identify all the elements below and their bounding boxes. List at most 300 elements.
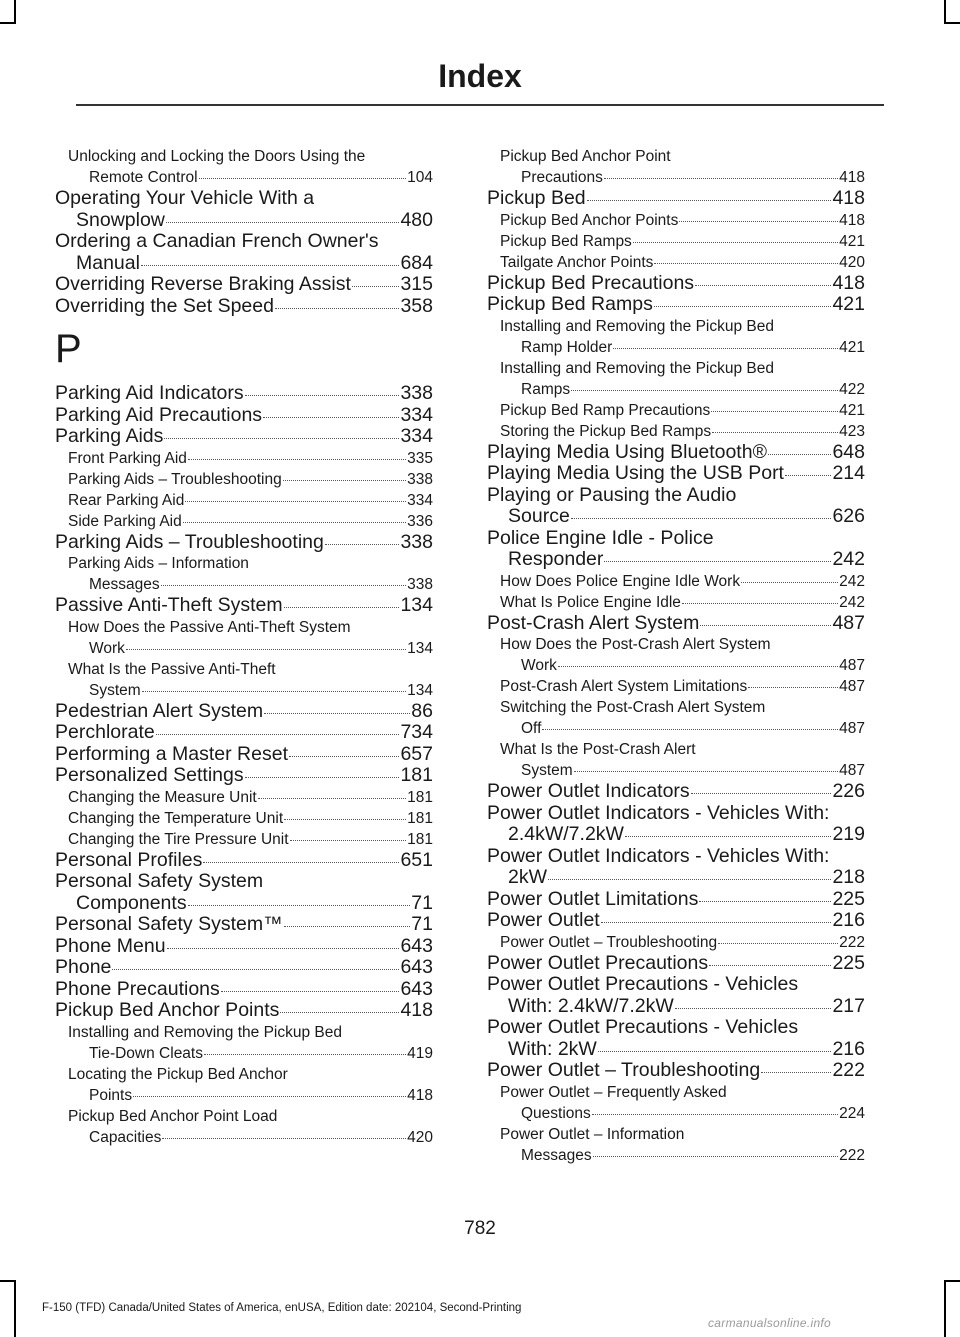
entry-page-number[interactable]: 216 [832,1037,865,1060]
entry-label: Performing a Master Reset [55,742,289,765]
entry-label: 2.4kW/7.2kW [508,823,624,845]
entry-page-number[interactable]: 657 [400,742,433,765]
entry-page-number[interactable]: 421 [832,293,865,315]
entry-page-number[interactable]: 418 [400,999,433,1021]
entry-line [500,421,865,442]
index-subentry[interactable] [55,659,433,701]
entry-label: Front Parking Aid [68,449,187,467]
entry-page-number[interactable]: 418 [839,169,865,186]
entry-page-number[interactable]: 734 [400,721,433,743]
index-subentry[interactable] [487,400,865,421]
dot-leader [571,390,838,391]
entry-label: Parking Aid Indicators [55,382,244,404]
index-column-right [487,146,865,1166]
entry-line [500,337,865,358]
entry-label: Personalized Settings [55,764,244,786]
entry-label: Messages [89,576,160,593]
entry-line [55,765,433,787]
index-subentry[interactable] [487,210,865,231]
dot-leader [711,411,838,412]
entry-page-number[interactable]: 684 [400,251,433,274]
entry-page-number[interactable]: 651 [400,848,433,871]
entry-page-number[interactable]: 222 [832,1059,865,1081]
entry-text-line: Power Outlet Precautions - Vehicles [487,1016,799,1038]
crop-mark [14,0,16,22]
entry-page-number[interactable]: 626 [832,505,865,527]
entry-line [55,701,433,723]
entry-page-number[interactable]: 217 [832,994,865,1017]
index-subentry[interactable] [487,634,865,676]
dot-leader [700,625,831,626]
entry-page-number[interactable]: 480 [400,208,433,231]
entry-label: Perchlorate [55,721,155,743]
entry-page-number[interactable]: 421 [839,232,865,250]
entry-text-line: Playing or Pausing the Audio [487,483,737,506]
index-subentry[interactable] [55,1064,433,1106]
dot-leader [768,454,832,455]
dot-leader [785,475,831,476]
entry-text-line: Locating the Pickup Bed Anchor [68,1065,288,1083]
index-subentry[interactable] [487,592,865,613]
entry-label: Parking Aids – Troubleshooting [68,470,282,488]
dot-leader [712,432,838,433]
entry-page-number[interactable]: 214 [832,462,865,484]
index-subentry[interactable] [487,231,865,252]
entry-page-number[interactable]: 643 [400,934,433,957]
entry-line [55,405,433,427]
entry-page-number[interactable]: 242 [839,572,865,590]
dot-leader [709,965,831,966]
entry-label: Personal Profiles [55,848,203,871]
index-entry[interactable] [55,426,433,448]
index-subentry[interactable] [487,676,865,697]
index-entry[interactable] [55,405,433,427]
entry-page-number[interactable]: 487 [839,720,865,737]
index-entry[interactable] [487,803,865,846]
entry-label: Ramp Holder [521,338,613,356]
dot-leader [133,1096,406,1097]
index-entry[interactable] [487,974,865,1017]
entry-text-line: Power Outlet Indicators - Vehicles With: [487,801,830,824]
entry-page-number[interactable]: 134 [407,681,433,699]
entry-page-number[interactable]: 216 [832,909,865,931]
entry-label: Phone Precautions [55,977,220,1000]
dot-leader [284,819,406,820]
entry-page-number[interactable]: 226 [832,780,865,802]
entry-label: Power Outlet [487,909,600,931]
entry-page-number[interactable]: 334 [400,425,433,447]
entry-page-number[interactable]: 420 [407,1128,433,1146]
entry-line [55,722,433,744]
dot-leader [203,862,399,863]
entry-page-number[interactable]: 242 [839,593,865,611]
entry-page-number[interactable]: 242 [832,548,865,570]
entry-label: Overriding Reverse Braking Assist [55,273,351,295]
index-entry[interactable] [487,463,865,485]
entry-label: Passive Anti-Theft System [55,594,283,616]
entry-label: Pickup Bed Precautions [487,271,695,294]
index-column-left [55,146,433,1148]
crop-mark [14,1280,16,1337]
index-entry[interactable] [487,188,865,210]
entry-page-number[interactable]: 643 [400,977,433,1000]
entry-line [68,680,433,701]
entry-line [55,893,433,915]
entry-page-number[interactable]: 181 [407,830,433,848]
index-subentry[interactable] [487,1124,865,1166]
entry-label: 2kW [508,866,547,888]
entry-line [487,867,865,889]
index-entry[interactable] [487,273,865,295]
index-subentry[interactable] [487,146,865,188]
index-subentry[interactable] [487,421,865,442]
entry-line [500,231,865,252]
entry-line [487,613,865,635]
entry-line [68,167,433,188]
dot-leader [613,348,838,349]
entry-page-number[interactable]: 222 [839,933,865,951]
entry-page-number[interactable]: 181 [407,809,433,827]
dot-leader [221,991,400,992]
index-entry[interactable] [55,701,433,723]
entry-label: System [521,762,573,779]
entry-line [500,571,865,592]
index-subentry[interactable] [487,739,865,781]
dot-leader [695,285,831,286]
entry-page-number[interactable]: 336 [407,512,433,530]
dot-leader [275,308,399,309]
dot-leader [654,306,832,307]
entry-line [487,506,865,528]
entry-line [487,824,865,846]
entry-page-number[interactable]: 86 [411,699,433,722]
crop-mark [944,0,946,22]
dot-leader [571,518,832,519]
entry-line [500,1145,865,1166]
entry-text-line: Unlocking and Locking the Doors Using the [68,148,366,165]
index-entry[interactable] [487,528,865,571]
footer-edition: F-150 (TFD) Canada/United States of America, enUSA, Edition date: 202104, Second-Printing [42,1302,522,1314]
index-subentry[interactable] [487,1082,865,1124]
entry-page-number[interactable]: 71 [411,891,433,914]
entry-line [487,549,865,571]
entry-line [55,210,433,232]
dot-leader [604,178,838,179]
index-subentry[interactable] [487,358,865,400]
entry-label: Pickup Bed Ramp Precautions [500,401,711,419]
entry-text-line: Installing and Removing the Pickup Bed [68,1023,342,1041]
entry-page-number[interactable]: 420 [839,253,865,271]
entry-label: Pickup Bed Anchor Points [55,999,280,1021]
entry-page-number[interactable]: 338 [400,530,433,553]
entry-text-line: Power Outlet – Frequently Asked [500,1083,727,1101]
entry-label: Parking Aids – Troubleshooting [55,530,324,553]
entry-line [500,676,865,697]
index-entry[interactable] [55,1000,433,1022]
dot-leader [604,561,831,562]
entry-line [55,850,433,872]
entry-line [55,936,433,958]
dot-leader [141,265,399,266]
dot-leader [126,649,406,650]
entry-page-number[interactable]: 134 [400,594,433,616]
index-entry[interactable] [55,850,433,872]
entry-label: Remote Control [89,169,198,186]
dot-leader [161,585,406,586]
entry-text-line: How Does the Post-Crash Alert System [500,636,771,653]
dot-leader [142,691,406,692]
dot-leader [699,901,831,902]
dot-leader [289,756,399,757]
crop-mark [944,1280,960,1282]
index-subentry[interactable] [55,1022,433,1064]
entry-text-line: Power Outlet Indicators - Vehicles With: [487,844,830,867]
index-entry[interactable] [55,871,433,914]
entry-line [487,273,865,295]
entry-label: Work [521,657,557,674]
entry-line [68,787,433,808]
entry-text-line: Power Outlet Precautions - Vehicles [487,973,799,995]
entry-label: Off [521,720,542,737]
entry-line [55,383,433,405]
index-entry[interactable] [487,781,865,803]
entry-line [487,294,865,316]
entry-page-number[interactable]: 487 [839,762,865,779]
entry-page-number[interactable]: 181 [400,764,433,786]
entry-label: Pedestrian Alert System [55,699,264,722]
dot-leader [112,969,399,970]
index-subentry[interactable] [55,511,433,532]
entry-label: Messages [521,1146,592,1164]
entry-page-number[interactable]: 71 [411,913,433,935]
entry-page-number[interactable]: 418 [407,1086,433,1104]
entry-label: Playing Media Using the USB Port [487,462,784,484]
index-entry[interactable] [55,383,433,405]
crop-mark [944,22,960,24]
entry-page-number[interactable]: 487 [839,678,865,695]
index-entry[interactable] [55,532,433,554]
dot-leader [245,777,400,778]
index-entry[interactable] [55,957,433,979]
entry-page-number[interactable]: 418 [832,187,865,209]
index-entry[interactable] [55,231,433,274]
dot-leader [574,771,838,772]
entry-page-number[interactable]: 487 [832,611,865,634]
dot-leader [761,1072,831,1073]
entry-page-number[interactable]: 487 [839,657,865,674]
entry-line [500,210,865,231]
dot-leader [598,1051,832,1052]
entry-page-number[interactable]: 225 [832,951,865,974]
index-entry[interactable] [487,910,865,932]
entry-label: Pickup Bed Ramps [487,293,653,315]
index-entry[interactable] [55,765,433,787]
index-subentry[interactable] [55,490,433,511]
index-entry[interactable] [55,744,433,766]
dot-leader [280,1012,399,1013]
dot-leader [548,879,831,880]
entry-page-number[interactable]: 338 [407,576,433,593]
index-entry[interactable] [55,936,433,958]
dot-leader [601,922,832,923]
dot-leader [164,438,399,439]
entry-label: Tie-Down Cleats [89,1044,203,1062]
entry-page-number[interactable]: 418 [832,271,865,294]
entry-page-number[interactable]: 334 [400,403,433,426]
entry-page-number[interactable]: 104 [407,169,433,186]
entry-page-number[interactable]: 218 [832,866,865,888]
index-entry[interactable] [55,274,433,296]
index-entry[interactable] [55,188,433,231]
index-subentry[interactable] [55,146,433,188]
entry-line [55,253,433,275]
entry-page-number[interactable]: 338 [407,470,433,488]
entry-page-number[interactable]: 134 [407,639,433,657]
entry-page-number[interactable]: 422 [839,380,865,398]
entry-line [68,1043,433,1064]
entry-line [55,296,433,318]
index-subentry[interactable] [55,829,433,850]
entry-page-number[interactable]: 421 [839,401,865,419]
index-subentry[interactable] [487,571,865,592]
entry-label: Side Parking Aid [68,512,182,530]
index-subentry[interactable] [55,787,433,808]
entry-text-line: Installing and Removing the Pickup Bed [500,359,774,377]
entry-line [55,426,433,448]
index-entry[interactable] [487,953,865,975]
entry-line [500,718,865,739]
entry-line [55,744,433,766]
entry-label: Questions [521,1104,591,1122]
index-subentry[interactable] [55,808,433,829]
entry-page-number[interactable]: 648 [832,440,865,463]
dot-leader [748,687,838,688]
entry-text-line: Power Outlet – Information [500,1125,685,1143]
entry-line [55,914,433,936]
index-entry[interactable] [487,889,865,911]
entry-line [68,829,433,850]
index-subentry[interactable] [55,1106,433,1148]
entry-line [68,1127,433,1148]
index-subentry[interactable] [487,697,865,739]
watermark: carmanualsonline.info [708,1316,832,1330]
entry-line [500,932,865,953]
entry-page-number[interactable]: 225 [832,887,865,910]
index-subentry[interactable] [55,553,433,595]
dot-leader [199,178,407,179]
index-subentry[interactable] [487,932,865,953]
dot-leader [188,905,411,906]
entry-text-line: Pickup Bed Anchor Point [500,148,671,165]
index-entry[interactable] [487,846,865,889]
entry-line [500,379,865,400]
entry-page-number[interactable]: 334 [407,491,433,509]
entry-label: Manual [76,251,140,274]
dot-leader [542,729,838,730]
entry-page-number[interactable]: 423 [839,422,865,440]
section-letter: P [55,327,82,371]
entry-page-number[interactable]: 222 [839,1146,865,1164]
dot-leader [245,395,400,396]
entry-page-number[interactable]: 219 [832,823,865,845]
index-entry[interactable] [487,1060,865,1082]
entry-line [487,953,865,975]
dot-leader [284,926,411,927]
entry-line [68,469,433,490]
entry-page-number[interactable]: 315 [400,273,433,295]
dot-leader [718,943,838,944]
entry-page-number[interactable]: 358 [400,294,433,317]
entry-label: With: 2kW [508,1037,597,1060]
entry-line [68,574,433,595]
entry-page-number[interactable]: 643 [400,956,433,978]
dot-leader [682,603,838,604]
entry-text-line: Pickup Bed Anchor Point Load [68,1107,278,1125]
index-entry[interactable] [487,1017,865,1060]
index-subentry[interactable] [487,316,865,358]
entry-page-number[interactable]: 224 [839,1104,865,1122]
entry-line [500,592,865,613]
entry-line [68,1085,433,1106]
entry-line [68,638,433,659]
dot-leader [185,501,406,502]
entry-line [55,595,433,617]
index-entry[interactable] [55,722,433,744]
entry-page-number[interactable]: 418 [839,211,865,229]
dot-leader [263,417,399,418]
entry-label: Power Outlet Precautions [487,951,709,974]
entry-label: Source [508,505,570,527]
dot-leader [352,286,400,287]
entry-label: Power Outlet – Troubleshooting [500,933,718,951]
index-entry[interactable] [487,442,865,464]
entry-page-number[interactable]: 181 [407,788,433,806]
entry-line [487,996,865,1018]
entry-line [500,1103,865,1124]
page-title: Index [438,58,522,94]
entry-label: Overriding the Set Speed [55,294,274,317]
index-entry[interactable] [55,296,433,318]
entry-text-line: What Is the Post-Crash Alert [500,741,696,758]
entry-page-number[interactable]: 338 [400,382,433,404]
index-entry[interactable] [487,294,865,316]
crop-mark [944,1280,946,1337]
index-subentry[interactable] [55,469,433,490]
entry-label: Power Outlet – Troubleshooting [487,1059,761,1081]
dot-leader [587,200,832,201]
index-entry[interactable] [55,979,433,1001]
index-subentry[interactable] [55,617,433,659]
entry-page-number[interactable]: 421 [839,338,865,356]
dot-leader [675,1008,832,1009]
index-entry[interactable] [487,485,865,528]
entry-page-number[interactable]: 419 [407,1044,433,1062]
entry-line [68,490,433,511]
index-subentry[interactable] [487,252,865,273]
entry-label: How Does Police Engine Idle Work [500,572,741,590]
index-entry[interactable] [487,613,865,635]
entry-label: Pickup Bed Anchor Points [500,211,679,229]
entry-label: Capacities [89,1128,162,1146]
dot-leader [290,840,407,841]
entry-line [55,979,433,1001]
dot-leader [284,607,400,608]
index-entry[interactable] [55,595,433,617]
entry-page-number[interactable]: 335 [407,449,433,467]
index-subentry[interactable] [55,448,433,469]
dot-leader [625,836,832,837]
index-entry[interactable] [55,914,433,936]
